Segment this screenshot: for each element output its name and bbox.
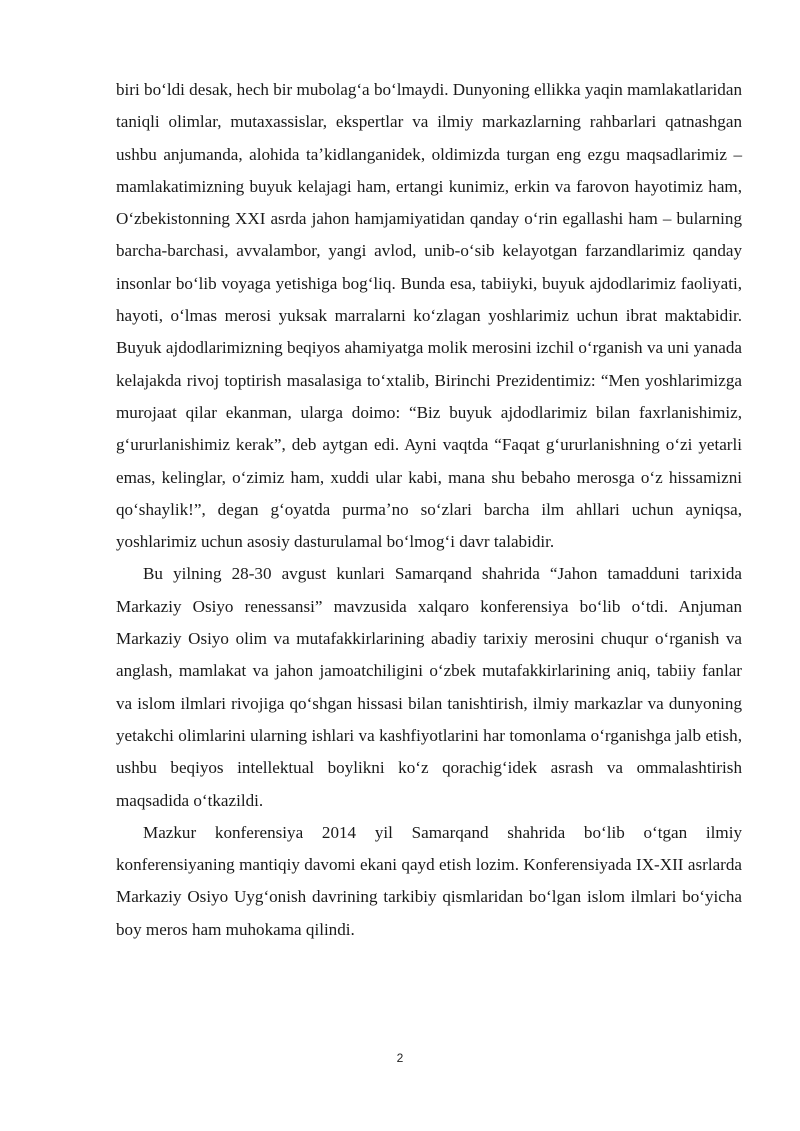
paragraph-continuity: Mazkur konferensiya 2014 yil Samarqand shahrida boʻlib oʻtgan ilmiy konferensiyaning mantiqiy davomi ekani qayd etish lozim. Konferensiyada IX-XII asrlarda Markaziy Osiyo Uygʻonish davrining tarkibiy qismlaridan boʻlgan islom ilmlari boʻyicha boy meros ham muhokama qilindi. [116,822,742,939]
body-text [116,74,742,946]
paragraph-conference: Bu yilning 28-30 avgust kunlari Samarqand shahrida “Jahon tamadduni tarixida Markaziy Osiyo renessansi” mavzusida xalqaro konferensiya boʻlib oʻtdi. Anjuman Markaziy Osiyo olim va mutafakkirlarining abadiy tarixiy merosini chuqur oʻrganish va anglash, mamlakat va jahon jamoatchiligini oʻzbek mutafakkirlarining aniq, tabiiy fanlar va islom ilmlari rivojiga qoʻshgan hissasi bilan tanishtirish, ilmiy markazlar va dunyoning yetakchi olimlarini ularning ishlari va kashfiyotlarini har tomonlama oʻrganishga jalb etish, ushbu beqiyos intellektual boylikni koʻz qorachigʻidek asrash va ommalashtirish maqsadida oʻtkazildi. [116,564,742,810]
page-number: 2 [396,1051,404,1065]
paragraph-continuation: biri boʻldi desak, hech bir mubolagʻa boʻlmaydi. Dunyoning ellikka yaqin mamlakatlaridan taniqli olimlar, mutaxassislar, ekspertlar va ilmiy markazlarning rahbarlari qatnashgan ushbu anjumanda, alohida taʼkidlanganidek, oldimizda turgan eng ezgu maqsadlarimiz – mamlakatimizning buyuk kelajagi ham, ertangi kunimiz, erkin va farovon hayotimiz ham, Oʻzbekistonning XXI asrda jahon hamjamiyatidan qanday oʻrin egallashi ham – bularning barcha-barchasi, avvalambor, yangi avlod, unib-oʻsib kelayotgan farzandlarimiz qanday insonlar boʻlib voyaga yetishiga bogʻliq. Bunda esa, tabiiyki, buyuk ajdodlarimiz faoliyati, hayoti, oʻlmas merosi yuksak marralarni koʻzlagan yoshlarimiz uchun ibrat maktabidir. Buyuk ajdodlarimizning beqiyos ahamiyatga molik merosini izchil oʻrganish va uni yanada kelajakda rivoj toptirish masalasiga toʻxtalib, Birinchi Prezidentimiz: “Men yoshlarimizga murojaat qilar ekanman, ularga doimo: “Biz buyuk ajdodlarimiz bilan faxrlanishimiz, gʻururlanishimiz kerak”, deb aytgan edi. Ayni vaqtda “Faqat gʻururlanishning oʻzi yetarli emas, kelinglar, oʻzimiz ham, xuddi ular kabi, mana shu bebaho merosga oʻz hissamizni qoʻshaylik!”, degan gʻoyatda purmaʼno soʻzlari barcha ilm ahllari uchun ayniqsa, yoshlarimiz uchun asosiy dasturulamal boʻlmogʻi davr talabidir. [116,80,742,552]
